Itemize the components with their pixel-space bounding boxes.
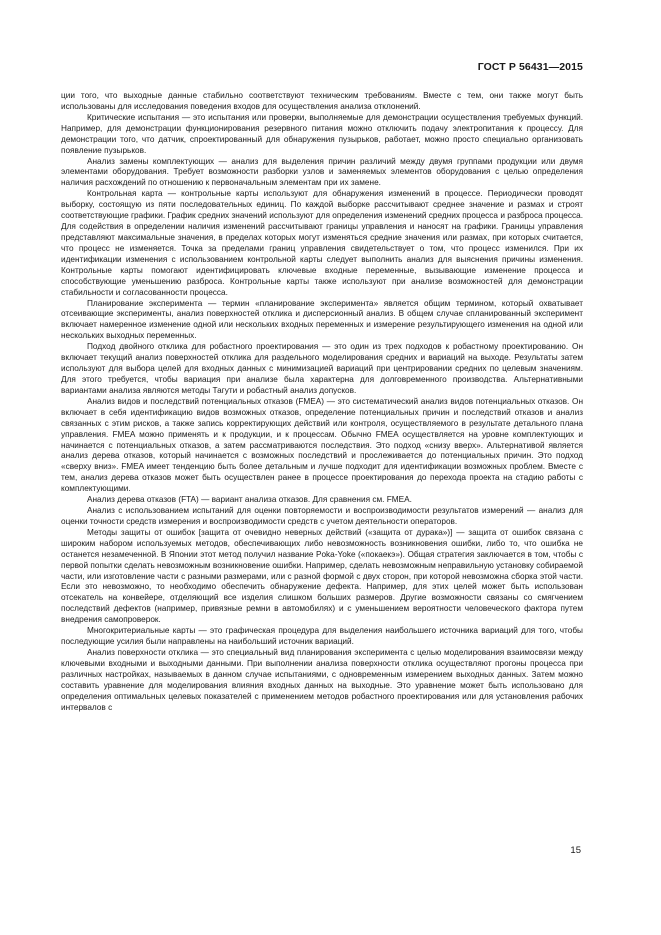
body-text [61,91,583,714]
paragraph-response-surface: Анализ поверхности отклика — это специальный вид планирования эксперимента с целью моделирования взаимосвязи между ключевыми входными и выходными данными. При выполнении анализа поверхности отклика осуществляют прогоны процесса при различных настройках, называемых в данном случае испытаниями, с одновременным измерением выходных данных. Затем можно составить уравнение для моделирования влияния входных данных на выходные. Это уравнение может быть использовано для определения оптимальных целевых показателей с применением методов робастного проектирования или для установления рабочих интервалов с [61,648,583,712]
paragraph-control-chart: Контрольная карта — контрольные карты используют для обнаружения изменений в процессе. Периодически проводят выборку, состоящую из пяти последовательных единиц. По каждой выборке рассчитывают среднее значение и размах и строят соответствующие графики. График средних значений используют для определения изменений средних процесса и разброса процесса. Для содействия в определении наличия изменений рассчитывают границы управления и наносят на графики. Границы управления представляют максимальные значения, в пределах которых могут изменяться средние значения или размах, при которых считается, что процесс не изменяется. Точка за пределами границ управления свидетельствует о том, что процесс изменился. При их идентификации изменения с использованием контрольной карты следует выполнить анализ для выяснения причины изменения. Контрольные карты помогают идентифицировать ключевые входные переменные, вызывающие изменение процесса и способствующие уменьшению разброса. Контрольные карты также используют при анализе возможностей для демонстрации стабильности и согласованности процесса. [61,189,583,297]
paragraph-error-proofing: Методы защиты от ошибок [защита от очевидно неверных действий («защита от дурака»)] — защита от ошибок связана с широким набором используемых методов, обеспечивающих либо невозможность возникновения ошибки, либо то, что ошибка не останется незамеченной. В Японии этот метод получил название Poka-Yoke («покаекэ»). Общая стратегия заключается в том, чтобы с первой попытки сделать невозможным возникновение ошибки. Например, сделать невозможным неправильную установку собираемой части, или изготовление части с разными размерами, или с разной формой с двух сторон, при которой невозможна сборка этой части. Если это невозможно, то необходимо обеспечить обнаружение дефекта. Например, для этих целей может быть использован отсекатель на конвейере, отделяющий все изделия слишком больших размеров. Другие возможности связаны со смягчением последствий дефектов (например, привязные ремни в автомобилях) и с уменьшением вероятности человеческого фактора путем внедрения самопроверок. [61,527,583,625]
paragraph-continuation: ции того, что выходные данные стабильно соответствуют техническим требованиям. Вместе с тем, они также могут быть использованы для исследования поведения входов для осуществления анализа отклонений. [61,91,583,111]
paragraph-multi-vari: Многокритериальные карты — это графическая процедура для выделения наибольшего источника вариаций для того, чтобы последующие усилия были направлены на наибольший источник вариаций. [61,626,583,647]
page-number: 15 [570,845,581,856]
paragraph-fmea: Анализ видов и последствий потенциальных отказов (FMEA) — это систематический анализ видов потенциальных отказов. Он включает в себя идентификацию видов возможных отказов, определение потенциальных причин и последствий отказов и анализ связанных с этим рисков, а также запись корректирующих действий или контроля, осуществляемого в результате детального плана управления. FMEA можно применять и к продукции, и к процессам. Обычно FMEA осуществляется на уровне комплектующих и начинается с потенциальных отказов, а затем рассматриваются последствия. Это подход «снизу вверх». Альтернативой является анализ дерева отказов, который начинается с возможных последствий и прослеживается до потенциальных причин. Это подход «сверху вниз». FMEA имеет тенденцию быть более детальным и лучше подходит для идентификации возможных проблем. Вместе с тем, анализ дерева отказов может быть осуществлен ранее в процессе проектирования до перехода проекта на стадию работы с комплектующими. [61,396,583,494]
paragraph-critical-tests: Критические испытания — это испытания или проверки, выполняемые для демонстрации осуществления требуемых функций. Например, для демонстрации функционирования резервного питания можно отключить подачу электропитания к процессу. Для демонстрации того, что датчик, спроектированный для обнаружения пузырьков, работает, можно просто специально организовать появление пузырьков. [61,112,583,155]
paragraph-dual-response: Подход двойного отклика для робастного проектирования — это один из трех подходов к робастному проектированию. Он включает текущий анализ поверхностей отклика для раздельного моделирования средних и вариаций на выходе. Результаты затем используют для выбора целей для входных данных с минимизацией вариаций при центрировании средних по целевым значениям. Для этого требуется, чтобы вариация при анализе была характерна для долговременного производства. Альтернативными вариантами анализа являются методы Тагути и робастный анализ допусков. [61,342,583,395]
paragraph-doe: Планирование эксперимента — термин «планирование эксперимента» является общим термином, который охватывает отсеивающие эксперименты, анализ поверхностей отклика и дисперсионный анализ. В общем случае спланированный эксперимент включает намеренное изменение одной или нескольких входных переменных и измерение результирующего изменения на одной или нескольких выходных переменных. [61,298,583,341]
paragraph-fta: Анализ дерева отказов (FTA) — вариант анализа отказов. Для сравнения см. FMEA. [87,495,412,505]
paragraph-component-swap: Анализ замены комплектующих — анализ для выделения причин различий между двумя группами продукции или двумя элементами оборудования. Требует возможности разборки узлов и заменяемых элементов оборудования с целью определения наличия расхождений по отношению к первоначальным элементам при их замене. [61,156,583,188]
standard-header: ГОСТ Р 56431—2015 [477,61,583,73]
paragraph-gage-rr: Анализ с использованием испытаний для оценки повторяемости и воспроизводимости результатов измерений — анализ для оценки точности средств измерения и воспроизводимости средств с учетом деятельности операторов. [61,506,583,526]
